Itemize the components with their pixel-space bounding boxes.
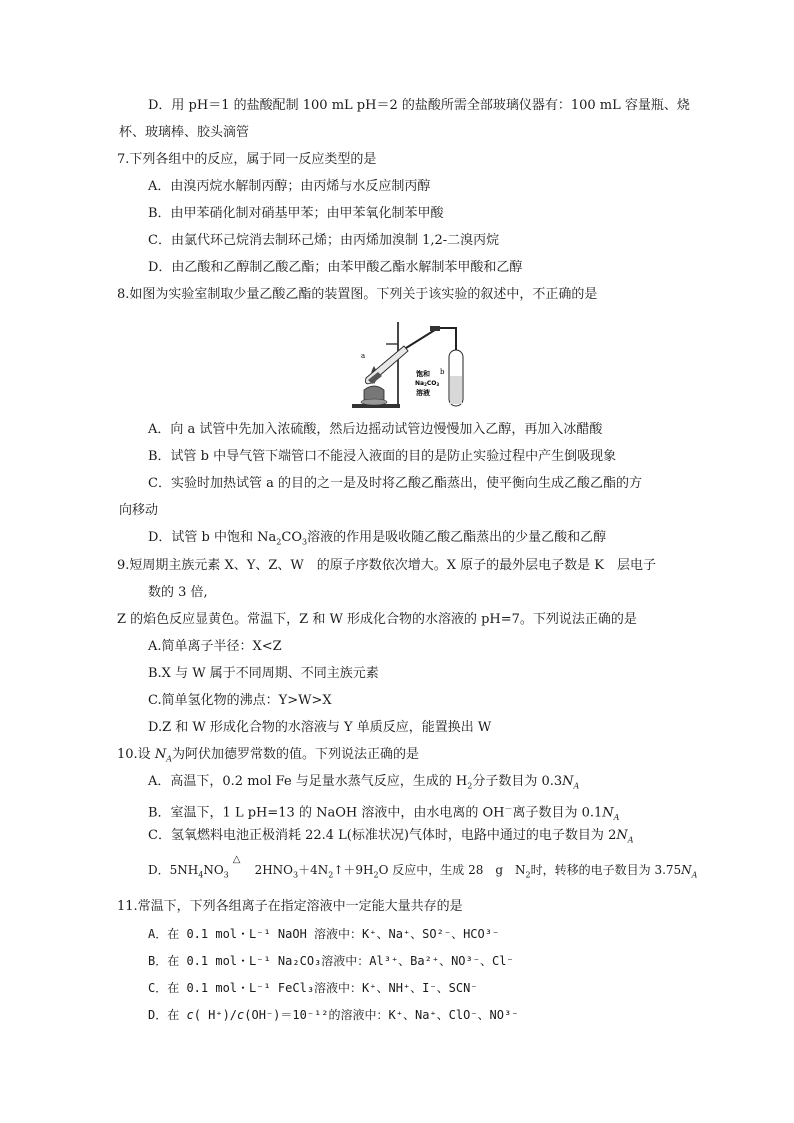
q8-option-a: A．向 a 试管中先加入浓硫酸，然后边摇动试管边慢慢加入乙醇，再加入冰醋酸 — [148, 422, 603, 437]
q8-option-c-line2: 向移动 — [119, 503, 159, 518]
q7-option-a: A．由溴丙烷水解制丙醇；由丙烯与水反应制丙醇 — [148, 179, 431, 194]
q10-option-b: B．室温下，1 L pH=13 的 NaOH 溶液中，由水电离的 OH－离子数目为 $0.1N_A$ — [148, 804, 620, 822]
q7-option-c: C．由氯代环己烷消去制环己烯；由丙烯加溴制 1,2-二溴丙烷 — [148, 233, 500, 248]
label-solution: 溶液 — [416, 389, 430, 397]
label-b: b — [440, 368, 445, 376]
label-a: a — [361, 352, 366, 360]
q9-option-d: D.Z 和 W 形成化合物的水溶液与 Y 单质反应，能置换出 W — [148, 720, 492, 735]
q10-option-d: D．$5NH_4NO_3$ △ $2HNO_3+4N_2↑+9H_2O$ 反应中，生成 28 g $N_2$时，转移的电子数目为 $3.75N_A$ — [148, 861, 697, 884]
label-na2co3: Na2CO3 — [415, 380, 440, 387]
q7-stem: 7.下列各组中的反应，属于同一反应类型的是 — [117, 152, 377, 167]
delivery-tube — [406, 328, 456, 354]
q8-option-d: D．试管 b 中饱和 $Na_2CO_3$溶液的作用是吸收随乙酸乙酯蒸出的少量乙酸和乙醇 — [148, 530, 607, 547]
q9-stem-line1: 9.短周期主族元素 X、Y、Z、W 的原子序数依次增大。X 原子的最外层电子数是 K 层电子 — [117, 558, 656, 573]
q11-stem: 11.常温下，下列各组离子在指定溶液中一定能大量共存的是 — [117, 899, 463, 914]
ester-apparatus-figure — [338, 318, 478, 413]
q9-stem-line3: Z 的焰色反应显黄色。常温下，Z 和 W 形成化合物的水溶液的 pH=7。下列说法正确的是 — [117, 612, 637, 627]
q8-stem: 8.如图为实验室制取少量乙酸乙酯的装置图。下列关于该实验的叙述中，不正确的是 — [117, 287, 598, 302]
q9-option-c: C.简单氢化物的沸点：Y>W>X — [148, 693, 332, 708]
q11-option-d: D．在 c( H⁺)/c(OH⁻)＝10⁻¹²的溶液中：K⁺、Na⁺、ClO⁻、NO³⁻ — [148, 1008, 519, 1022]
q9-option-a: A.简单离子半径：X<Z — [148, 639, 282, 654]
q10-option-a: A．高温下，0.2 mol Fe 与足量水蒸气反应，生成的 $H_2$分子数目为 $0.3N_A$ — [148, 774, 580, 791]
q9-option-b: B.X 与 W 属于不同周期、不同主族元素 — [148, 666, 379, 681]
q11-option-a: A．在 0.1 mol・L⁻¹ NaOH 溶液中：K⁺、Na⁺、SO²⁻、HCO³⁻ — [148, 927, 500, 941]
q11-option-c: C．在 0.1 mol・L⁻¹ FeCl₃溶液中：K⁺、NH⁺、I⁻、SCN⁻ — [148, 981, 478, 995]
q7-option-d: D．由乙酸和乙醇制乙酸乙酯；由苯甲酸乙酯水解制苯甲酸和乙醇 — [148, 260, 523, 275]
q10-option-c: C．氢氧燃料电池正极消耗 22.4 L(标准状况)气体时，电路中通过的电子数目为 $2N_A$ — [148, 828, 634, 845]
q9-stem-line2: 数的 3 倍, — [148, 585, 208, 600]
q7-option-b: B．由甲苯硝化制对硝基甲苯；由甲苯氧化制苯甲酸 — [148, 206, 444, 221]
q8-option-c-line1: C．实验时加热试管 a 的目的之一是及时将乙酸乙酯蒸出，使平衡向生成乙酸乙酯的方 — [148, 476, 642, 491]
q6-option-d-line1: D．用 pH＝1 的盐酸配制 100 mL pH＝2 的盐酸所需全部玻璃仪器有：100 mL 容量瓶、烧 — [148, 98, 690, 113]
q6-option-d-line2: 杯、玻璃棒、胶头滴管 — [119, 125, 250, 140]
heat-triangle-icon: △ — [232, 854, 241, 865]
q10-stem: 10.设 $N_A$为阿伏加德罗常数的值。下列说法正确的是 — [117, 747, 419, 764]
q8-option-b: B．试管 b 中导气管下端管口不能浸入液面的目的是防止实验过程中产生倒吸现象 — [148, 449, 617, 464]
label-saturated: 饱和 — [416, 370, 430, 378]
q11-option-b: B．在 0.1 mol・L⁻¹ Na₂CO₃溶液中：Al³⁺、Ba²⁺、NO³⁻、Cl⁻ — [148, 954, 514, 968]
